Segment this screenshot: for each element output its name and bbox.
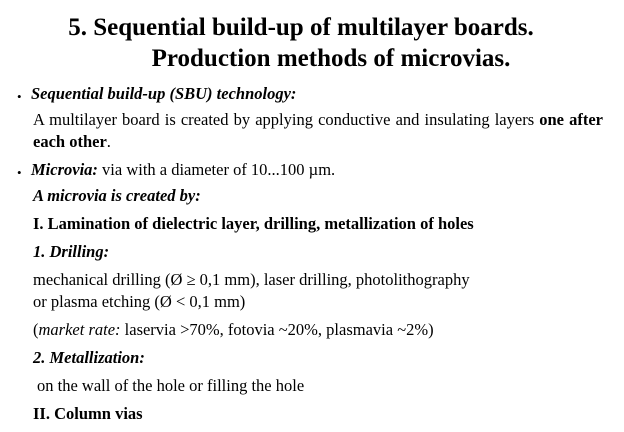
market-rate-label: market rate: [38, 320, 121, 339]
section-1-heading: I. Lamination of dielectric layer, drilling, metallization of holes [33, 214, 474, 233]
sbu-body-end: . [106, 132, 111, 151]
microvia-definition: via with a diameter of 10...100 µm. [97, 160, 336, 179]
market-paren: ( [33, 320, 39, 339]
title-line-1: 5. Sequential build-up of multilayer boards. [68, 14, 534, 41]
bullet-microvia: • [17, 165, 22, 180]
drilling-line-2: or plasma etching (Ø < 0,1 mm) [33, 292, 246, 311]
metallization-heading: 2. Metallization: [33, 348, 145, 367]
microvia-definition-line [31, 160, 335, 180]
title-line-2: Production methods of microvias. [151, 45, 511, 72]
sbu-body-start: A multilayer board is created by applying conductive and insulating layers [33, 110, 540, 129]
sbu-heading: Sequential build-up (SBU) technology: [31, 84, 297, 103]
market-rate-values: laservia >70%, fotovia ~20%, plasmavia ~2%) [120, 320, 434, 339]
slide-title [0, 12, 624, 74]
sbu-body [33, 109, 603, 153]
sbu-body-bold: one after each other [33, 110, 604, 151]
metallization-text: on the wall of the hole or filling the hole [37, 376, 305, 395]
bullet-sbu: • [17, 89, 22, 104]
microvia-created-by: A microvia is created by: [33, 186, 201, 205]
drilling-line-1: mechanical drilling (Ø ≥ 0,1 mm), laser drilling, photolithography [33, 270, 470, 289]
section-2-heading: II. Column vias [33, 404, 143, 423]
market-rate-line [33, 320, 434, 340]
drilling-heading: 1. Drilling: [33, 242, 110, 261]
microvia-term: Microvia: [31, 160, 98, 179]
